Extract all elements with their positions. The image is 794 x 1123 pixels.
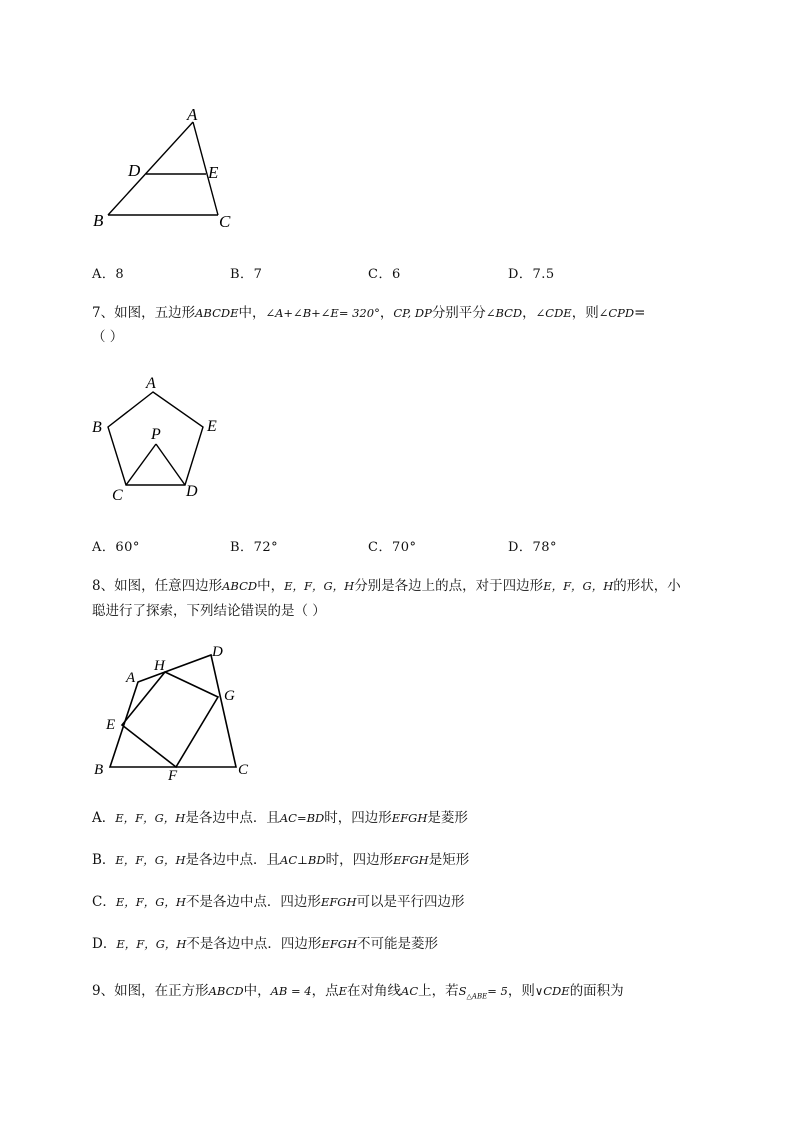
option-key: A．	[92, 267, 116, 282]
label-a: A	[146, 375, 156, 392]
q7-option-d[interactable]: D．78°	[508, 540, 557, 555]
q8-stem-line2: 聪进行了探索，下列结论错误的是（ ）	[92, 603, 326, 619]
q8-option-c[interactable]: C．E，F，G，H不是各边中点．四边形EFGH可以是平行四边形	[92, 894, 465, 910]
option-key: C．	[368, 267, 392, 282]
label-b: B	[94, 762, 104, 778]
segment-dp	[156, 444, 185, 485]
option-value: 7	[253, 267, 263, 282]
label-a: A	[187, 105, 198, 124]
label-c: C	[219, 212, 231, 231]
label-p: P	[151, 426, 161, 443]
label-e: E	[207, 418, 217, 435]
q7-option-a[interactable]: A．60°	[92, 540, 140, 555]
q6-option-d[interactable]	[508, 263, 555, 282]
label-d: D	[128, 161, 141, 180]
label-b: B	[92, 419, 102, 436]
label-d: D	[186, 483, 198, 500]
q8-option-d[interactable]: D．E，F，G，H不是各边中点．四边形EFGH不可能是菱形	[92, 936, 439, 952]
q7-option-c[interactable]: C．70°	[368, 540, 417, 555]
q8-option-a[interactable]: A．E，F，G，H是各边中点．且AC=BD时，四边形EFGH是菱形	[92, 810, 468, 826]
option-value: 7.5	[532, 267, 555, 282]
label-b: B	[93, 211, 104, 230]
q7-option-b[interactable]: B．72°	[230, 540, 279, 555]
label-h: H	[154, 658, 165, 674]
q8-stem-line1: 8、如图，任意四边形ABCD中，E，F，G，H分别是各边上的点，对于四边形E，F，G，H的形状，小	[92, 578, 681, 594]
side-ab	[108, 122, 193, 215]
q8-option-b[interactable]: B．E，F，G，H是各边中点．且AC⊥BD时，四边形EFGH是矩形	[92, 852, 470, 868]
q6-triangle-figure	[88, 102, 248, 234]
option-key: B．	[230, 267, 254, 282]
label-c: C	[112, 487, 123, 504]
q9-stem: 9、如图，在正方形ABCD中，AB = 4，点E在对角线AC上，若$S_{\triangle ABE}= 5$，则∨CDE的面积为	[92, 983, 624, 1001]
q8-quadrilateral-figure	[88, 640, 258, 785]
option-value: 6	[391, 267, 401, 282]
label-d: D	[212, 644, 223, 660]
label-e: E	[208, 163, 219, 182]
q7-stem: 7、如图，五边形ABCDE中，∠A+∠B+∠E= 320°，CP, DP分别平分∠BCD，∠CDE，则∠CPD=	[92, 305, 646, 321]
option-value: 8	[115, 267, 125, 282]
option-key: D．	[508, 267, 533, 282]
label-f: F	[168, 768, 178, 784]
segment-cp	[126, 444, 156, 485]
q6-option-c[interactable]	[368, 263, 401, 282]
q6-option-a[interactable]	[92, 263, 124, 282]
q7-answer-paren: （ ）	[92, 329, 124, 345]
label-a: A	[126, 670, 136, 686]
label-g: G	[224, 688, 235, 704]
label-e: E	[106, 717, 116, 733]
label-c: C	[238, 762, 249, 778]
q7-pentagon-figure	[88, 372, 228, 504]
q6-option-b[interactable]	[230, 263, 262, 282]
